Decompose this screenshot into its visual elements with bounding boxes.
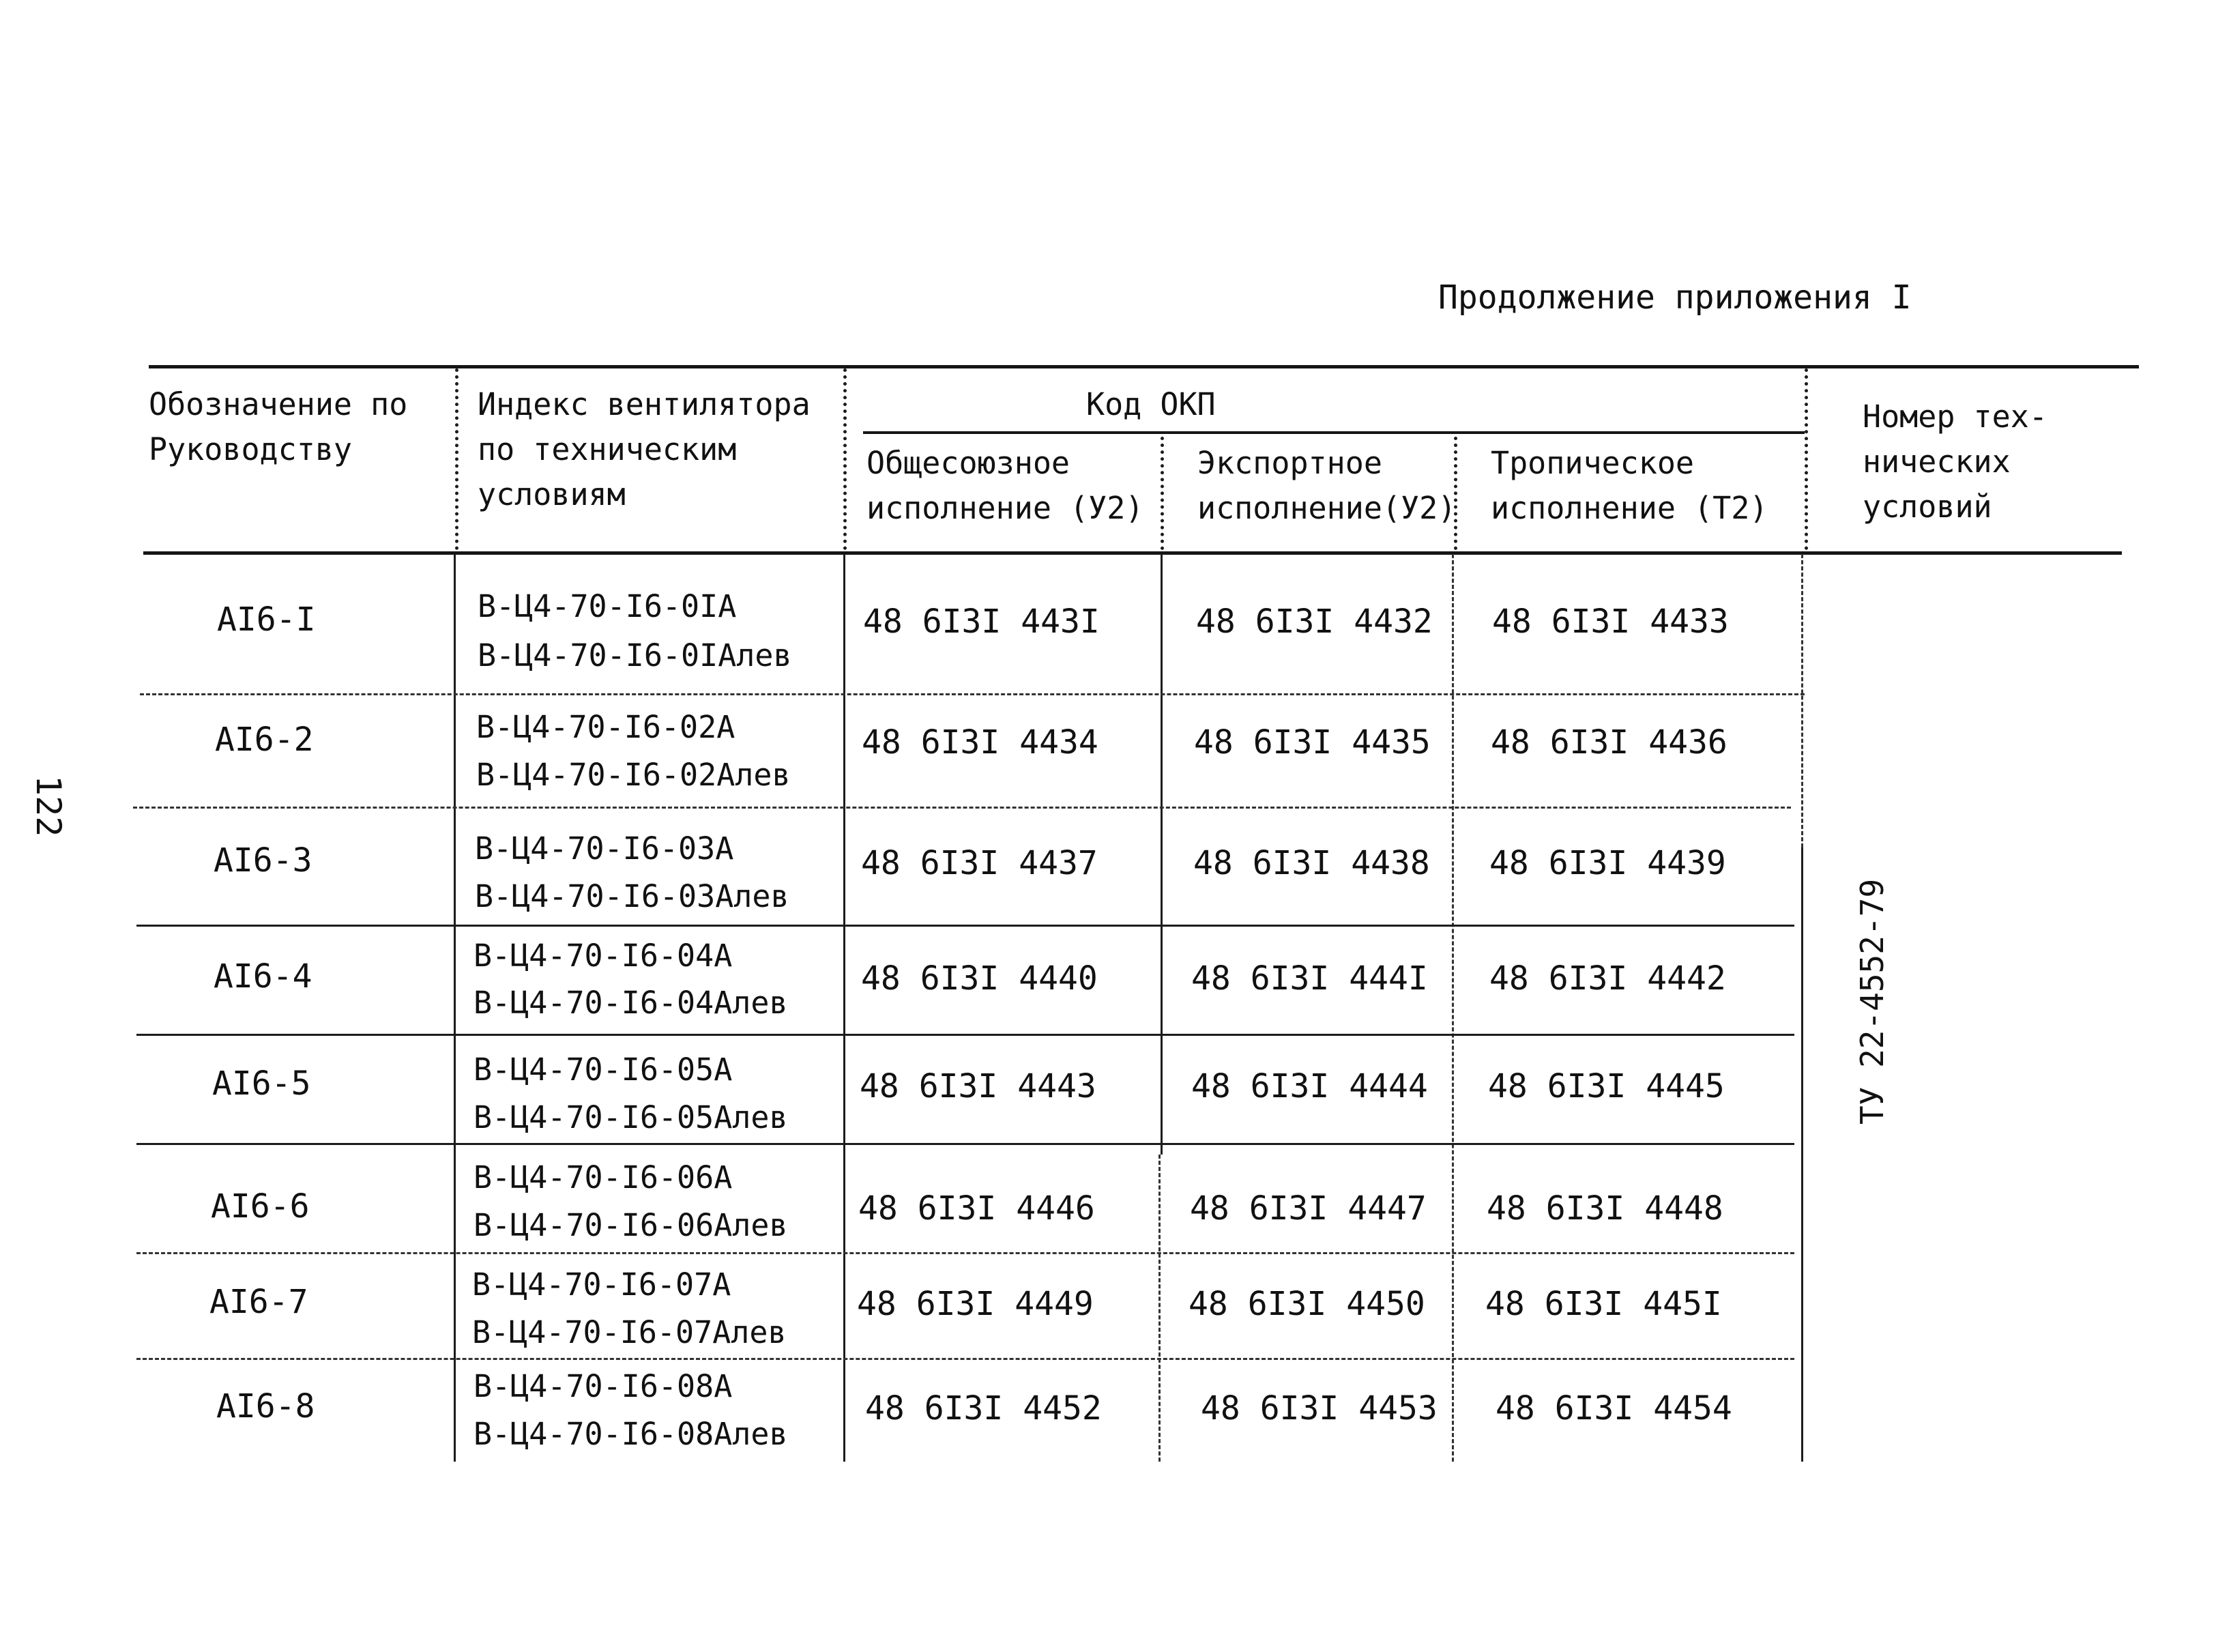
- okp-export-cell: 48 6I3I 4447: [1190, 1189, 1427, 1228]
- header-divider: [455, 368, 458, 550]
- okp-tropical-cell: 48 6I3I 4445: [1488, 1067, 1725, 1105]
- fan-index-cell: В-Ц4-70-I6-02А: [476, 709, 735, 745]
- row-separator: [136, 1034, 1794, 1036]
- designation-cell: АI6-5: [212, 1064, 311, 1103]
- header-tech-conditions: Номер тех- нических условий: [1863, 398, 2047, 525]
- row-separator: [133, 807, 1791, 809]
- table-caption: Продолжение приложения I: [1438, 278, 1912, 317]
- okp-union-cell: 48 6I3I 4434: [862, 723, 1098, 762]
- row-separator: [136, 925, 1794, 927]
- okp-union-cell: 48 6I3I 443I: [863, 603, 1100, 641]
- okp-tropical-cell: 48 6I3I 4454: [1496, 1389, 1732, 1428]
- fan-index-cell: В-Ц4-70-I6-06А: [473, 1159, 733, 1195]
- designation-cell: АI6-6: [211, 1187, 310, 1226]
- header-okp-union: Общесоюзное исполнение (У2): [866, 445, 1144, 526]
- header-divider: [1805, 368, 1808, 550]
- header-designation: Обозначение по Руководству: [149, 386, 408, 467]
- page-number: 122: [29, 775, 68, 837]
- okp-export-cell: 48 6I3I 4444: [1191, 1067, 1428, 1105]
- row-separator: [136, 1358, 1794, 1360]
- fan-index-cell-left: В-Ц4-70-I6-03Алев: [475, 878, 789, 914]
- okp-union-cell: 48 6I3I 4437: [861, 844, 1098, 882]
- column-divider: [454, 554, 456, 1462]
- okp-union-cell: 48 6I3I 4449: [857, 1285, 1094, 1323]
- designation-cell: АI6-8: [216, 1387, 315, 1425]
- header-divider: [843, 368, 847, 550]
- okp-export-cell: 48 6I3I 4450: [1189, 1285, 1425, 1323]
- designation-cell: АI6-I: [217, 600, 316, 639]
- column-divider: [1801, 554, 1803, 847]
- okp-union-cell: 48 6I3I 4446: [858, 1189, 1095, 1228]
- column-divider: [1161, 554, 1163, 1155]
- okp-union-cell: 48 6I3I 4452: [865, 1389, 1102, 1428]
- column-divider: [1158, 1155, 1161, 1462]
- fan-index-cell: В-Ц4-70-I6-04А: [473, 938, 733, 974]
- header-divider: [1161, 437, 1164, 550]
- designation-cell: АI6-2: [215, 721, 314, 759]
- row-separator: [136, 1252, 1794, 1254]
- fan-index-cell-left: В-Ц4-70-I6-07Алев: [472, 1314, 787, 1350]
- header-bottom-rule: [143, 551, 2122, 555]
- okp-export-cell: 48 6I3I 4432: [1196, 603, 1433, 641]
- header-fan-index: Индекс вентилятора по техническим условиям: [478, 386, 811, 512]
- fan-index-cell-left: В-Ц4-70-I6-06Алев: [473, 1207, 788, 1243]
- column-divider: [1452, 554, 1454, 1462]
- row-separator: [140, 693, 1805, 695]
- fan-index-cell-left: В-Ц4-70-I6-02Алев: [476, 757, 791, 793]
- okp-export-cell: 48 6I3I 4453: [1201, 1389, 1438, 1428]
- okp-tropical-cell: 48 6I3I 4436: [1491, 723, 1727, 762]
- okp-tropical-cell: 48 6I3I 445I: [1485, 1285, 1722, 1323]
- fan-index-cell-left: В-Ц4-70-I6-08Алев: [473, 1416, 788, 1452]
- fan-index-cell: В-Ц4-70-I6-0IА: [478, 588, 737, 624]
- okp-tropical-cell: 48 6I3I 4439: [1489, 844, 1726, 882]
- column-divider: [1801, 847, 1803, 1462]
- okp-tropical-cell: 48 6I3I 4442: [1489, 959, 1726, 998]
- header-okp-tropical: Тропическое исполнение (Т2): [1491, 445, 1768, 526]
- tech-conditions-number: ТУ 22-4552-79: [1854, 878, 1891, 1125]
- header-okp-export: Экспортное исполнение(У2): [1197, 445, 1457, 526]
- designation-cell: АI6-4: [214, 957, 312, 996]
- fan-index-cell-left: В-Ц4-70-I6-05Алев: [473, 1099, 788, 1135]
- okp-tropical-cell: 48 6I3I 4433: [1492, 603, 1729, 641]
- okp-group-rule: [863, 431, 1805, 434]
- table-top-rule: [149, 365, 2139, 368]
- okp-tropical-cell: 48 6I3I 4448: [1487, 1189, 1723, 1228]
- header-okp-group: Код ОКП: [1086, 386, 1216, 422]
- okp-union-cell: 48 6I3I 4443: [860, 1067, 1096, 1105]
- designation-cell: АI6-3: [214, 841, 312, 880]
- okp-union-cell: 48 6I3I 4440: [861, 959, 1098, 998]
- okp-export-cell: 48 6I3I 4438: [1193, 844, 1430, 882]
- designation-cell: АI6-7: [209, 1283, 308, 1321]
- fan-index-cell: В-Ц4-70-I6-08А: [473, 1368, 733, 1404]
- row-separator: [136, 1143, 1794, 1145]
- fan-index-cell-left: В-Ц4-70-I6-0IАлев: [478, 637, 792, 673]
- fan-index-cell: В-Ц4-70-I6-03А: [475, 830, 734, 867]
- okp-export-cell: 48 6I3I 4435: [1194, 723, 1431, 762]
- fan-index-cell: В-Ц4-70-I6-05А: [473, 1052, 733, 1088]
- fan-index-cell: В-Ц4-70-I6-07А: [472, 1266, 731, 1303]
- column-divider: [843, 554, 845, 1462]
- okp-export-cell: 48 6I3I 444I: [1191, 959, 1428, 998]
- fan-index-cell-left: В-Ц4-70-I6-04Алев: [473, 985, 788, 1021]
